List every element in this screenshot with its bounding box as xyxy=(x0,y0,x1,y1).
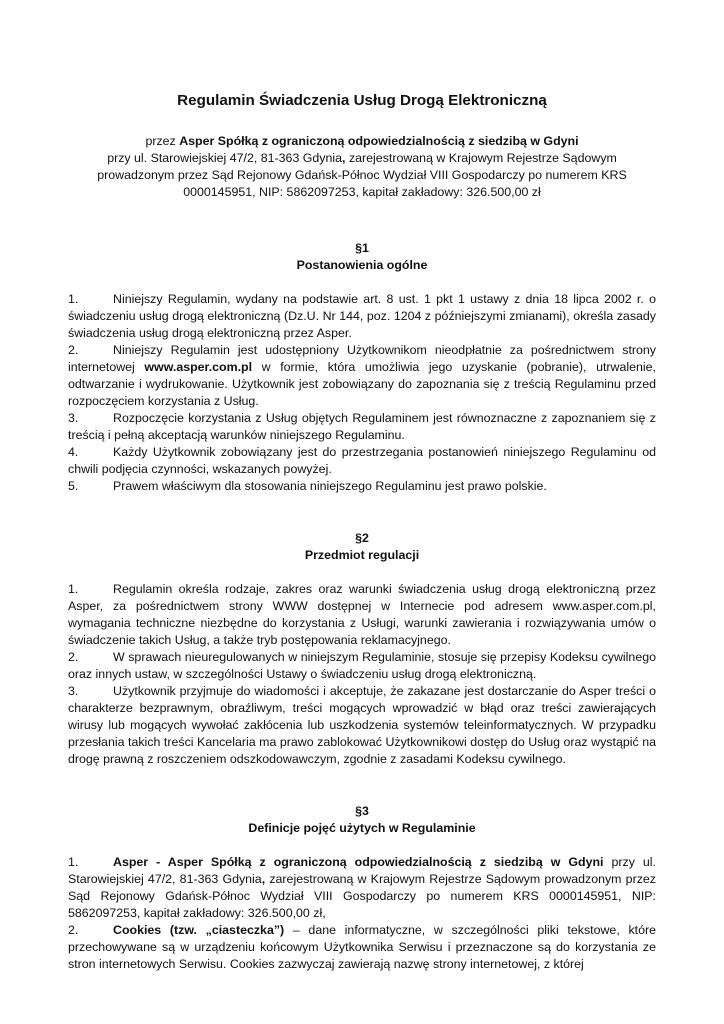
list-item xyxy=(68,444,656,478)
item-text: Niniejszy Regulamin jest udostępniony Użytkownikom nieodpłatnie za pośrednictwem strony internetowej xyxy=(68,343,656,374)
item-number: 5. xyxy=(68,479,79,493)
list-item xyxy=(68,683,656,768)
list-item xyxy=(68,291,656,342)
item-number: 4. xyxy=(68,445,79,459)
item-number: 2. xyxy=(68,923,79,937)
list-item xyxy=(68,478,656,495)
list-item xyxy=(68,342,656,410)
section-number: §2 xyxy=(355,531,369,545)
list-item xyxy=(68,649,656,683)
item-text: Regulamin określa rodzaje, zakres oraz warunki świadczenia usług drogą elektroniczną przez Asper, za pośrednictwem strony WWW dostępnej w Internecie pod adresem www.asper.com.pl, wymagania techniczne niezbędne do korzystania z Usługi, warunki zawierania i rozwiązywania umów o świadczenie takich Usług, a także tryb postępowania reklamacyjnego. xyxy=(68,582,656,647)
item-text: w formie, która umożliwia jego uzyskanie (pobranie), utrwalenie, odtwarzanie i wydrukowanie. Użytkownik jest zobowiązany do zapoznania się z treścią Regulaminu przed rozpoczęciem korzystania z Usług. xyxy=(68,360,656,408)
website-link[interactable]: www.asper.com.pl xyxy=(144,360,253,374)
section-1-heading xyxy=(68,240,656,274)
intro-paragraph xyxy=(76,133,648,201)
item-text: Niniejszy Regulamin, wydany na podstawie art. 8 ust. 1 pkt 1 ustawy z dnia 18 lipca 2002 r. o świadczeniu usług drogą elektroniczną (Dz.U. Nr 144, poz. 1204 z późniejszymi zmianami), określa zasady świadczenia usług drogą elektroniczną przez Asper. xyxy=(68,292,656,340)
intro-prefix: przez xyxy=(145,134,180,148)
item-text: Każdy Użytkownik zobowiązany jest do przestrzegania postanowień niniejszego Regulaminu od chwili podjęcia czynności, wskazanych powyżej. xyxy=(68,445,656,476)
item-comma: , xyxy=(261,872,266,886)
definition-term: Cookies (tzw. „ciasteczka”) xyxy=(113,923,285,937)
item-text: Użytkownik przyjmuje do wiadomości i akceptuje, że zakazane jest dostarczanie do Asper treści o charakterze bezprawnym, obraźliwym, treści mogących wprowadzić w błąd oraz treści zawierających wirusy lub mogących wywołać zakłócenia lub uszkodzenia systemów teleinformatycznych. W przypadku przesłania takich treści Kancelaria ma prawo zablokować Użytkownikowi dostęp do Usług oraz wystąpić na drogę prawną z roszczeniem odszkodowawczym, zgodnie z zasadami Kodeksu cywilnego. xyxy=(68,684,656,766)
item-text: W sprawach nieuregulowanych w niniejszym Regulaminie, stosuje się przepisy Kodeksu cywilnego oraz innych ustaw, w szczególności Ustawy o świadczeniu usług drogą elektroniczną. xyxy=(68,650,656,681)
document-page xyxy=(68,91,656,973)
item-text: zarejestrowaną w Krajowym Rejestrze Sądowym prowadzonym przez Sąd Rejonowy Gdańsk-Północ Wydział VIII Gospodarczy po numerem KRS 0000145951, NIP: 5862097253, kapitał zakładowy: 326.500,00 zł, xyxy=(68,872,656,920)
item-text: Rozpoczęcie korzystania z Usług objętych Regulaminem jest równoznaczne z zapoznaniem się z treścią i pełną akceptacją warunków niniejszego Regulaminu. xyxy=(68,411,656,442)
item-number: 2. xyxy=(68,650,79,664)
list-item xyxy=(68,581,656,649)
item-text: – dane informatyczne, w szczególności pliki tekstowe, które przechowywane są w urządzeniu końcowym Użytkownika Serwisu i przeznaczone są do korzystania ze stron internetowych Serwisu. Cookies zazwyczaj zawierają nazwę strony internetowej, z której xyxy=(68,923,656,971)
intro-company: Asper Spółką z ograniczoną odpowiedzialnością z siedzibą w Gdyni xyxy=(179,134,579,148)
definition-term: Asper - Asper Spółką z ograniczoną odpowiedzialnością z siedzibą w Gdyni xyxy=(113,855,604,869)
item-number: 3. xyxy=(68,411,79,425)
intro-registration: zarejestrowaną w Krajowym Rejestrze Sądowym prowadzonym przez Sąd Rejonowy Gdańsk-Północ Wydział VIII Gospodarczy po numerem KRS 0000145951, NIP: 5862097253, kapitał zakładowy: 326.500,00 zł xyxy=(97,151,627,199)
item-number: 2. xyxy=(68,343,79,357)
item-number: 3. xyxy=(68,684,79,698)
item-text: Prawem właściwym dla stosowania niniejszego Regulaminu jest prawo polskie. xyxy=(113,479,547,493)
intro-comma: , xyxy=(342,151,346,165)
list-item xyxy=(68,922,656,973)
section-3-heading xyxy=(68,803,656,837)
intro-address: przy ul. Starowiejskiej 47/2, 81-363 Gdynia xyxy=(107,151,343,165)
list-item xyxy=(68,854,656,922)
list-item xyxy=(68,410,656,444)
item-number: 1. xyxy=(68,292,79,306)
item-text: przy ul. Starowiejskiej 47/2, 81-363 Gdynia xyxy=(68,855,656,886)
section-2-heading xyxy=(68,530,656,564)
section-title: Przedmiot regulacji xyxy=(304,548,420,562)
section-title: Postanowienia ogólne xyxy=(296,258,428,272)
item-number: 1. xyxy=(68,855,79,869)
document-title: Regulamin Świadczenia Usług Drogą Elektroniczną xyxy=(177,92,547,109)
item-number: 1. xyxy=(68,582,79,596)
section-title: Definicje pojęć użytych w Regulaminie xyxy=(248,821,476,835)
section-number: §1 xyxy=(355,241,369,255)
section-number: §3 xyxy=(355,804,369,818)
